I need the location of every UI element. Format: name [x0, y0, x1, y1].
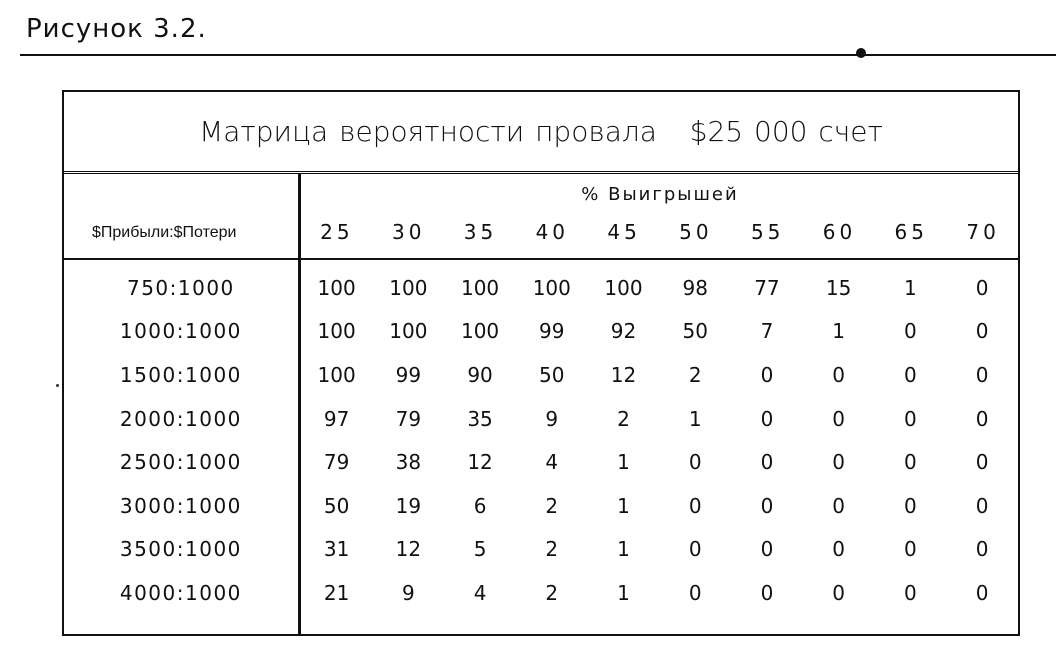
table-row [64, 397, 1018, 441]
table-cell: 0 [904, 580, 917, 605]
table-row [64, 353, 1018, 397]
table-cell: 1 [688, 406, 702, 431]
table-cell: 0 [975, 450, 989, 475]
row-label: 3500:1000 [119, 537, 242, 562]
table-cell: 98 [682, 275, 708, 300]
table-cell: 0 [688, 580, 702, 605]
table-cell: 0 [975, 362, 989, 387]
table-cell: 12 [395, 537, 422, 562]
table-cell: 99 [395, 362, 422, 387]
table-cell: 1 [617, 493, 630, 518]
table-cell: 9 [545, 406, 559, 431]
figure-caption: Рисунок 3.2. [26, 14, 207, 44]
table-cell: 12 [467, 450, 493, 475]
table-cell: 0 [760, 493, 774, 518]
table-cell: 1 [904, 275, 917, 300]
table-cell: 2 [688, 362, 702, 387]
table-cell: 4 [473, 580, 487, 605]
table-body [64, 266, 1018, 615]
table-cell: 100 [532, 275, 571, 300]
table-cell: 100 [604, 275, 643, 300]
table-row [64, 484, 1018, 528]
table-cell: 0 [975, 580, 989, 605]
table-cell: 0 [832, 493, 846, 518]
table-cell: 7 [760, 319, 774, 344]
table-cell: 0 [760, 362, 774, 387]
table-cell: 0 [975, 493, 989, 518]
table-cell: 0 [832, 406, 846, 431]
table-cell: 79 [323, 450, 350, 475]
column-group-header: % Выигрышей [581, 184, 739, 205]
table-cell: 2 [545, 537, 559, 562]
table-cell: 50 [539, 362, 565, 387]
table-cell: 0 [688, 450, 702, 475]
table-cell: 0 [832, 362, 846, 387]
column-headers [301, 220, 1019, 244]
table-cell: 2 [545, 580, 559, 605]
table-cell: 0 [904, 362, 917, 387]
table-cell: 1 [832, 319, 846, 344]
table-cell: 50 [323, 493, 350, 518]
row-label: 1000:1000 [119, 319, 242, 344]
table-cell: 21 [323, 580, 350, 605]
table-cell: 100 [317, 275, 356, 300]
table-cell: 9 [401, 580, 415, 605]
table-cell: 1 [617, 580, 630, 605]
column-header: 25 [320, 220, 354, 244]
header-rule [20, 54, 1056, 56]
table-cell: 0 [688, 537, 702, 562]
table-cell: 6 [473, 493, 487, 518]
table-cell: 100 [317, 362, 356, 387]
row-label: 750:1000 [126, 275, 235, 300]
table-cell: 100 [389, 275, 428, 300]
table-cell: 0 [832, 537, 846, 562]
table-cell: 79 [395, 406, 422, 431]
ink-dot [856, 48, 866, 58]
table-cell: 50 [682, 319, 708, 344]
table-title: Матрица вероятности провала $25 000 счет [199, 115, 883, 148]
table-cell: 19 [395, 493, 422, 518]
table-cell: 15 [825, 275, 852, 300]
table-cell: 0 [760, 580, 774, 605]
table-cell: 0 [975, 319, 989, 344]
table-row [64, 310, 1018, 354]
table-cell: 90 [467, 362, 493, 387]
column-header: 35 [463, 220, 498, 244]
row-label: 1500:1000 [119, 362, 242, 387]
table-cell: 0 [904, 319, 917, 344]
row-header-label: $Прибыли:$Потери [92, 224, 237, 241]
table-cell: 1 [617, 537, 630, 562]
table-cell: 0 [760, 406, 774, 431]
table-row [64, 528, 1018, 572]
table-cell: 35 [467, 406, 493, 431]
table-cell: 0 [760, 450, 774, 475]
table-row [64, 571, 1018, 615]
column-header: 70 [966, 220, 1000, 244]
table-cell: 5 [473, 537, 487, 562]
table-cell: 4 [545, 450, 559, 475]
header-divider [64, 258, 1018, 260]
table-cell: 2 [545, 493, 559, 518]
table-cell: 0 [975, 275, 989, 300]
table-row [64, 266, 1018, 310]
table-cell: 0 [904, 537, 917, 562]
table-cell: 1 [617, 450, 630, 475]
table-cell: 0 [904, 450, 917, 475]
column-header: 60 [822, 220, 857, 244]
table-cell: 100 [389, 319, 428, 344]
column-header: 50 [679, 220, 713, 244]
table-cell: 92 [610, 319, 637, 344]
column-header: 45 [607, 220, 641, 244]
table-cell: 0 [904, 493, 917, 518]
stray-mark [56, 384, 59, 387]
column-header: 30 [391, 220, 426, 244]
table-cell: 97 [323, 406, 350, 431]
table-cell: 0 [975, 406, 989, 431]
table-frame [62, 90, 1020, 636]
table-cell: 31 [323, 537, 350, 562]
row-label: 2000:1000 [119, 406, 242, 431]
column-header: 55 [750, 220, 785, 244]
table-cell: 100 [460, 275, 500, 300]
column-header: 65 [894, 220, 928, 244]
table-cell: 100 [460, 319, 500, 344]
table-cell: 100 [317, 319, 356, 344]
table-cell: 0 [688, 493, 702, 518]
table-cell: 0 [760, 537, 774, 562]
table-cell: 77 [754, 275, 780, 300]
row-label: 4000:1000 [119, 580, 242, 605]
table-cell: 0 [832, 450, 846, 475]
column-header: 40 [535, 220, 570, 244]
table-cell: 0 [975, 537, 989, 562]
table-cell: 99 [539, 319, 565, 344]
table-cell: 12 [610, 362, 637, 387]
table-row [64, 440, 1018, 484]
row-label: 3000:1000 [119, 493, 242, 518]
table-cell: 0 [904, 406, 917, 431]
table-cell: 0 [832, 580, 846, 605]
row-label: 2500:1000 [119, 450, 242, 475]
table-cell: 2 [617, 406, 630, 431]
table-cell: 38 [395, 450, 422, 475]
table-title-band [64, 92, 1018, 174]
